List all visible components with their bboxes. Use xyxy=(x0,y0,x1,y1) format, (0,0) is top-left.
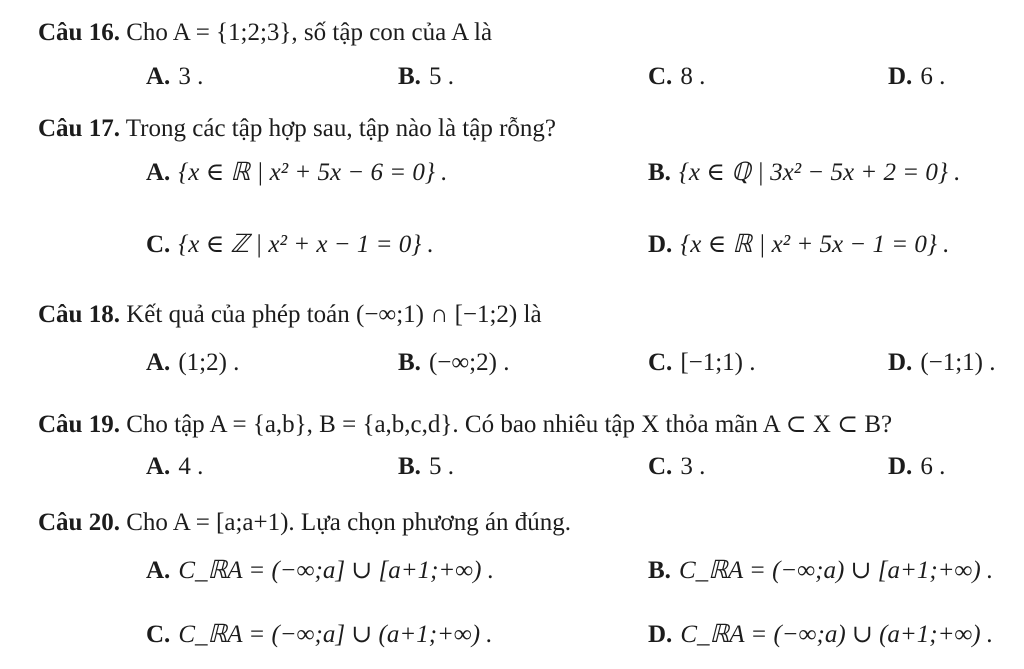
option-label: C. xyxy=(648,63,673,90)
question-text: Cho tập A = {a,b}, B = {a,b,c,d}. Có bao nhiêu tập X thỏa mãn A ⊂ X ⊂ B? xyxy=(126,411,893,438)
q17-option-c xyxy=(146,230,434,260)
option-label: A. xyxy=(146,159,171,186)
question-label: Câu 20. xyxy=(38,509,120,536)
question-label: Câu 16. xyxy=(38,19,120,46)
q19-option-a xyxy=(146,452,203,482)
q18-option-c xyxy=(648,348,756,378)
option-text: {x ∈ ℝ | x² + 5x − 1 = 0} . xyxy=(680,231,950,258)
question-label: Câu 19. xyxy=(38,411,120,438)
option-label: C. xyxy=(648,453,673,480)
q16-option-d xyxy=(888,62,945,92)
option-text: C_ℝA = (−∞;a] ∪ [a+1;+∞) . xyxy=(178,557,494,584)
question-label: Câu 17. xyxy=(38,115,120,142)
option-text: 5 . xyxy=(428,453,454,480)
option-text: 3 . xyxy=(680,453,706,480)
option-label: C. xyxy=(146,231,171,258)
q17-option-d xyxy=(648,230,949,260)
q19-option-c xyxy=(648,452,705,482)
option-label: D. xyxy=(888,349,913,376)
option-label: B. xyxy=(648,557,671,584)
question-label: Câu 18. xyxy=(38,301,120,328)
option-text: 6 . xyxy=(920,63,946,90)
q19-option-d xyxy=(888,452,945,482)
option-text: C_ℝA = (−∞;a) ∪ [a+1;+∞) . xyxy=(678,557,994,584)
question-text: Trong các tập hợp sau, tập nào là tập rỗng? xyxy=(125,115,557,142)
q16-option-c xyxy=(648,62,705,92)
q18-option-d xyxy=(888,348,996,378)
question-text: Cho A = [a;a+1). Lựa chọn phương án đúng. xyxy=(126,509,572,536)
question-18 xyxy=(38,300,542,330)
q16-option-a xyxy=(146,62,203,92)
q17-option-a xyxy=(146,158,447,188)
q20-option-c xyxy=(146,620,493,650)
q17-option-b xyxy=(648,158,960,188)
option-text: 3 . xyxy=(178,63,204,90)
question-16 xyxy=(38,18,492,48)
option-label: A. xyxy=(146,63,171,90)
option-text: [−1;1) . xyxy=(680,349,756,376)
option-label: D. xyxy=(648,621,673,648)
q20-option-d xyxy=(648,620,993,650)
option-label: B. xyxy=(398,453,421,480)
option-label: A. xyxy=(146,557,171,584)
option-text: {x ∈ ℚ | 3x² − 5x + 2 = 0} . xyxy=(678,159,961,186)
option-text: {x ∈ ℤ | x² + x − 1 = 0} . xyxy=(178,231,434,258)
q18-option-a xyxy=(146,348,239,378)
option-label: C. xyxy=(146,621,171,648)
option-label: C. xyxy=(648,349,673,376)
option-label: A. xyxy=(146,453,171,480)
option-label: B. xyxy=(398,349,421,376)
q20-option-b xyxy=(648,556,993,586)
question-17 xyxy=(38,114,556,144)
option-text: (−∞;2) . xyxy=(428,349,510,376)
option-text: 6 . xyxy=(920,453,946,480)
option-label: B. xyxy=(648,159,671,186)
option-text: 5 . xyxy=(428,63,454,90)
option-text: {x ∈ ℝ | x² + 5x − 6 = 0} . xyxy=(178,159,448,186)
q19-option-b xyxy=(398,452,454,482)
option-label: A. xyxy=(146,349,171,376)
question-20 xyxy=(38,508,571,538)
option-label: D. xyxy=(648,231,673,258)
option-text: C_ℝA = (−∞;a) ∪ (a+1;+∞) . xyxy=(680,621,994,648)
option-label: D. xyxy=(888,63,913,90)
option-label: D. xyxy=(888,453,913,480)
option-text: (1;2) . xyxy=(178,349,240,376)
option-label: B. xyxy=(398,63,421,90)
q20-option-a xyxy=(146,556,494,586)
question-text: Cho A = {1;2;3}, số tập con của A là xyxy=(126,19,493,46)
option-text: (−1;1) . xyxy=(920,349,996,376)
option-text: C_ℝA = (−∞;a] ∪ (a+1;+∞) . xyxy=(178,621,493,648)
question-19 xyxy=(38,410,892,440)
question-text: Kết quả của phép toán (−∞;1) ∩ [−1;2) là xyxy=(126,301,542,328)
option-text: 4 . xyxy=(178,453,204,480)
q18-option-b xyxy=(398,348,509,378)
q16-option-b xyxy=(398,62,454,92)
option-text: 8 . xyxy=(680,63,706,90)
